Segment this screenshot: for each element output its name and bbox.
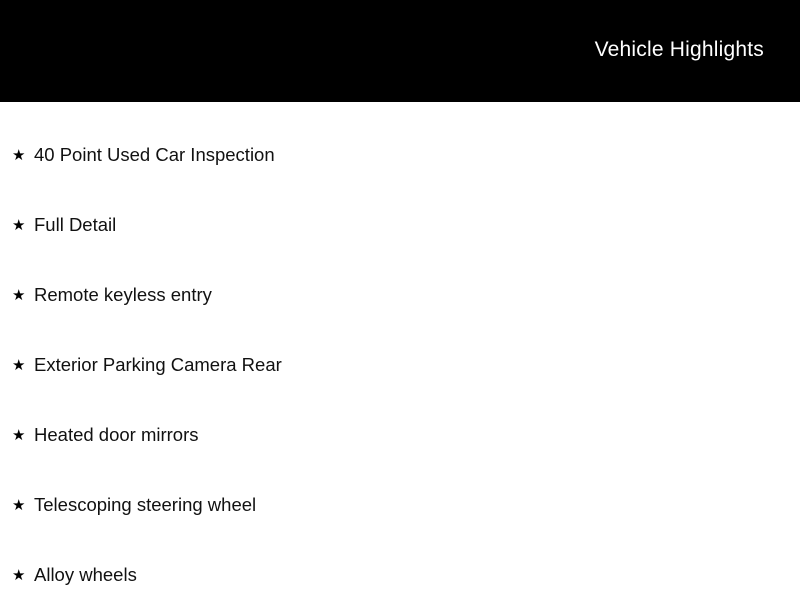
list-item-label: Telescoping steering wheel (34, 493, 257, 515)
page-title: Vehicle Highlights (594, 38, 764, 61)
list-item (0, 400, 800, 470)
star-icon: ★ (12, 216, 26, 234)
list-item-label: Heated door mirrors (34, 423, 199, 445)
star-icon: ★ (12, 566, 26, 584)
list-item-label: Exterior Parking Camera Rear (34, 353, 282, 375)
list-item (0, 120, 800, 190)
star-icon: ★ (12, 426, 26, 444)
star-icon: ★ (12, 356, 26, 374)
list-item (0, 470, 800, 540)
page-header (0, 0, 800, 102)
star-icon: ★ (12, 146, 26, 164)
star-icon: ★ (12, 286, 26, 304)
list-item (0, 260, 800, 330)
star-icon: ★ (12, 496, 26, 514)
list-item-label: Full Detail (34, 213, 117, 235)
list-item (0, 190, 800, 260)
list-item-label: 40 Point Used Car Inspection (34, 143, 275, 165)
list-item-label: Alloy wheels (34, 563, 137, 585)
list-item-label: Remote keyless entry (34, 283, 212, 305)
list-item (0, 330, 800, 400)
vehicle-highlights-list (0, 102, 800, 610)
